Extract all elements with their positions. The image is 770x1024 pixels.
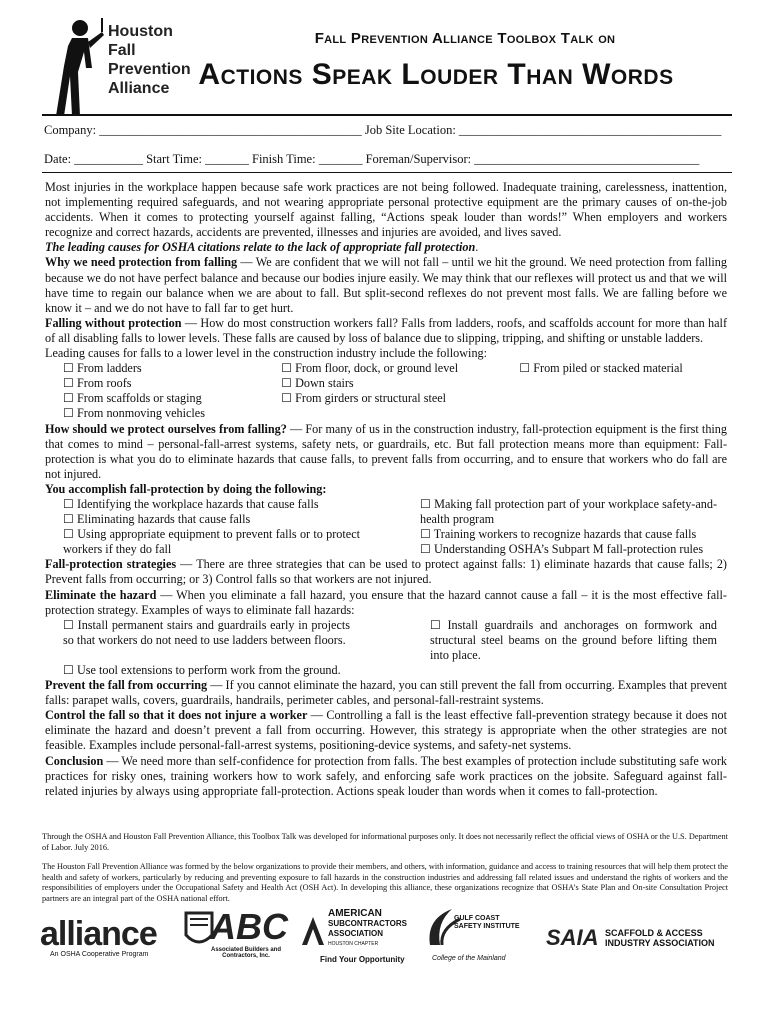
abc-shield-icon xyxy=(184,911,214,951)
list-item: ☐ Identifying the workplace hazards that cause falls xyxy=(63,497,360,512)
accomplish-list xyxy=(45,497,727,557)
header-rule xyxy=(42,114,732,116)
list-item: ☐ Install permanent stairs and guardrails early in projects so that workers do not need to use ladders between floors. xyxy=(63,618,350,648)
list-item: ☐ Install guardrails and anchorages on formwork and structural steel beams on the ground before lifting them into place. xyxy=(430,618,717,663)
toolbox-body xyxy=(45,180,727,799)
list-item: ☐ Understanding OSHA’s Subpart M fall-protection rules xyxy=(420,542,717,557)
leading-causes-note: The leading causes for OSHA citations relate to the lack of appropriate fall protection. xyxy=(45,240,479,255)
form-line-company[interactable]: Company: __________________________________________ Job Site Location: __________________________________________ xyxy=(44,123,722,137)
worker-figure-icon xyxy=(50,16,106,120)
logo-line-1: Houston xyxy=(108,23,173,40)
asa-logo: AMERICAN SUBCONTRACTORS ASSOCIATION HOUSTON CHAPTER Find Your Opportunity xyxy=(300,909,410,964)
logo-line-3: Prevention xyxy=(108,61,191,78)
conclusion-section: Conclusion — We need more than self-confidence for protection from falls. The best examples of protection include substituting safe work practices for risky ones, training workers how to work safely, and enforcing safe work practices on the jobsite. Safeguard against fall-related injuries by always using appropriate fall-protection. Actions speak louder than words when it comes to fall-protection. xyxy=(45,753,727,798)
eliminate-list xyxy=(45,618,727,663)
causes-list xyxy=(45,361,727,421)
list-item: ☐ Down stairs xyxy=(281,376,499,391)
eliminate-section: Eliminate the hazard — When you eliminate a fall hazard, you ensure that the hazard cannot cause a fall – it is the most effective fall-protection strategy. Examples of ways to eliminate fall hazards: xyxy=(45,587,727,617)
gcsi-wave-icon xyxy=(424,905,464,951)
list-item: ☐ From piled or stacked material xyxy=(519,361,727,376)
toolbox-kicker: Fall Prevention Alliance Toolbox Talk on xyxy=(314,30,616,47)
list-item: ☐ From nonmoving vehicles xyxy=(63,406,281,421)
hfpa-logo xyxy=(26,8,191,108)
list-item: ☐ From scaffolds or staging xyxy=(63,391,281,406)
why-section: Why we need protection from falling — We are confident that we will not fall – until we hit the ground. We need protection from falling because we do not have perfect balance and because our bodies injure easily. We may think that our reflexes will protect us and that we will have time to regain our balance when we are about to fall. But split-second reflexes do not prevent most falls. We are falling before we know it – and we do not have to fall far to get hurt. xyxy=(45,255,727,315)
intro-paragraph: Most injuries in the workplace happen because safe work practices are not being followed. Inadequate training, carelessness, inattention, not implementing required safeguards, and not wearing appropriate personal protective equipment are the primary causes of on-the-job accidents. When it comes to protecting yourself against falling, “Actions speak louder than words!” When employers and workers recognize and correct hazards, accidents are prevented, illnesses and injuries are avoided, and lives saved. xyxy=(45,180,727,240)
list-item: ☐ From girders or structural steel xyxy=(281,391,499,406)
form-rule xyxy=(42,172,732,173)
list-item: ☐ Training workers to recognize hazards that cause falls xyxy=(420,527,717,542)
footnote-disclaimer: Through the OSHA and Houston Fall Prevention Alliance, this Toolbox Talk was developed for informational purposes only. It does not necessarily reflect the official views of OSHA or the U.S. Department of Labor. July 2016. xyxy=(42,832,728,852)
asa-mark-icon xyxy=(300,915,326,947)
accomplish-heading: You accomplish fall-protection by doing the following: xyxy=(45,481,327,496)
logo-line-2: Fall xyxy=(108,42,136,59)
list-item: ☐ From floor, dock, or ground level xyxy=(281,361,499,376)
causes-intro: Leading causes for falls to a lower level in the construction industry include the following: xyxy=(45,346,488,361)
list-item: ☐ From ladders xyxy=(63,361,281,376)
abc-logo: ABC Associated Builders and Contractors, Inc. xyxy=(186,907,282,959)
list-item: ☐ Making fall protection part of your workplace safety-and-health program xyxy=(420,497,717,527)
list-item: ☐ Using appropriate equipment to prevent falls or to protect workers if they do fall xyxy=(63,527,360,557)
form-line-date[interactable]: Date: ___________ Start Time: _______ Finish Time: _______ Foreman/Supervisor: ____________________________________ xyxy=(44,152,700,166)
without-section: Falling without protection — How do most construction workers fall? Falls from ladders, roofs, and scaffolds account for more than half of all disabling falls to lower levels. These falls are caused by loss of balance due to slipping, tripping, and shifting or unstable ladders. xyxy=(45,315,728,345)
list-item: ☐ From roofs xyxy=(63,376,281,391)
partner-logos xyxy=(38,905,728,975)
footnote-alliance: The Houston Fall Prevention Alliance was formed by the below organizations to provide their members, and others, with information, guidance and access to training resources that will help them protect the health and safety of workers, particularly by reducing and preventing exposure to fall hazards in the construction industries and addressing fall related issues and understand the rights of workers and the responsibilities of employers under the Occupational Safety and Health Act (OSH Act). In developing this alliance, these organizations recognize that OSHA’s State Plan and On-site Consultation Project partners are an integral part of the OSHA national effort. xyxy=(42,862,728,903)
list-item: ☐ Eliminating hazards that cause falls xyxy=(63,512,360,527)
prevent-section: Prevent the fall from occurring — If you cannot eliminate the hazard, you can still prevent the fall from occurring. Examples that prevent falls: parapet walls, covers, guardrails, handrails, perimeter cables, and personal-fall-restraint systems. xyxy=(45,678,727,708)
alliance-logo: alliance An OSHA Cooperative Program xyxy=(40,915,157,958)
list-item: ☐ Use tool extensions to perform work from the ground. xyxy=(45,663,727,678)
control-section: Control the fall so that it does not injure a worker — Controlling a fall is the least effective fall-prevention strategy because it does not eliminate the hazard and doesn’t prevent a fall from occurring. However, this strategy is appropriate when the other strategies are not feasible. Examples include personal-fall-arrest systems, positioning-device systems, and safety-net systems. xyxy=(45,708,727,753)
page-title: Actions Speak Louder Than Words xyxy=(198,58,674,91)
logo-line-4: Alliance xyxy=(108,80,170,97)
how-section: How should we protect ourselves from falling? — For many of us in the construction industry, fall-protection equipment is the first thing that comes to mind – personal-fall-arrest systems, safety nets, or guardrails, etc. But fall protection means more than equipment: Fall-protection is what you do to eliminate hazards that cause falls, to prevent falls from occurring, and to ensure that workers who do fall are not injured. xyxy=(45,421,727,481)
strategies-section: Fall-protection strategies — There are three strategies that can be used to protect against falls: 1) eliminate hazards that cause falls; 2) Prevent falls from occurring; or 3) Control falls so that workers are not injured. xyxy=(45,557,727,587)
saia-logo: SAIA SCAFFOLD & ACCESS INDUSTRY ASSOCIATION xyxy=(546,925,715,950)
gcsi-logo: GULF COAST SAFETY INSTITUTE College of the Mainland xyxy=(424,905,524,931)
